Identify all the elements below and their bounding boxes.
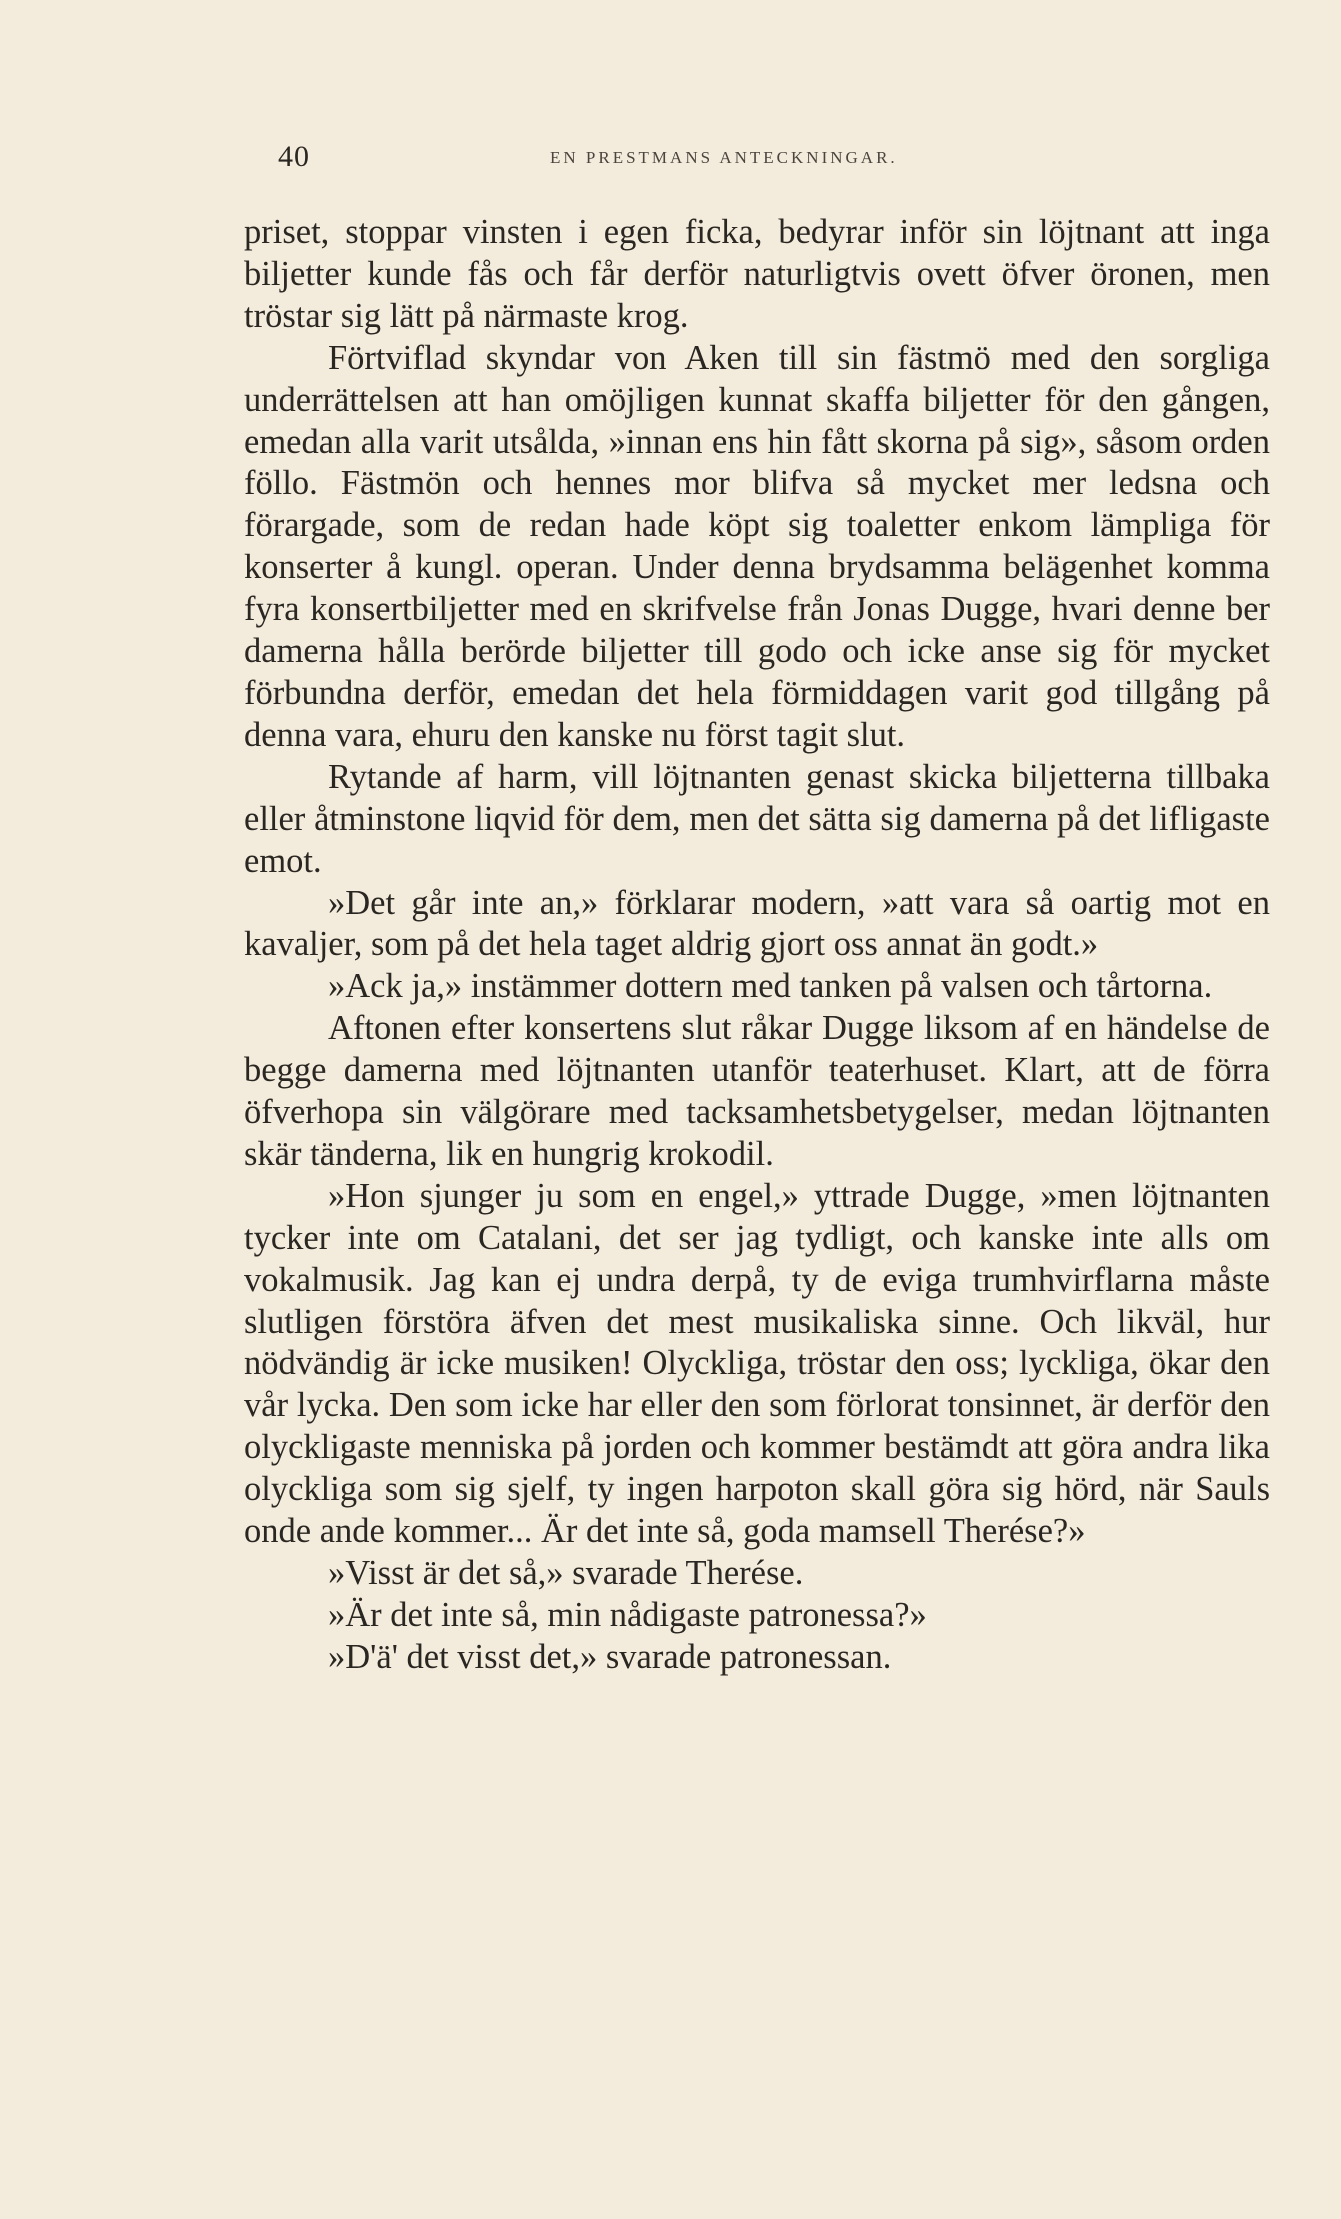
- paragraph: »Ack ja,» instämmer dottern med tanken på valsen och tårtorna.: [328, 967, 1213, 1006]
- paragraph: »Visst är det så,» svarade Therése.: [328, 1554, 804, 1592]
- paragraph: Aftonen efter konsertens slut råkar Dugge liksom af en händelse de begge damerna med löjtnanten utanför teaterhuset. Klart, att de förra öfverhopa sin välgörare med tacksamhetsbetygelser, medan löjtnanten skär tänderna, lik en hungrig krokodil.: [244, 1009, 1270, 1173]
- page-number: 40: [278, 140, 310, 173]
- paragraph: »Det går inte an,» förklarar modern, »att vara så oartig mot en kavaljer, som på det hela taget aldrig gjort oss annat än godt.»: [244, 883, 1270, 964]
- paragraph: Förtviflad skyndar von Aken till sin fästmö med den sorgliga underrättelsen att han omöjligen kunnat skaffa biljetter för den gången, emedan alla varit utsålda, »innan ens hin fått skorna på sig», såsom orden föllo. Fästmön och hennes mor blifva så mycket mer ledsna och förargade, som de redan hade köpt sig toaletter enkom lämpliga för konserter å kungl. operan. Under denna brydsamma belägenhet komma fyra konsertbiljetter med en skrifvelse från Jonas Dugge, hvari denne ber damerna hålla berörde biljetter till godo och icke anse sig för mycket förbundna derför, emedan det hela förmiddagen varit god tillgång på denna vara, ehuru den kanske nu först tagit slut.: [244, 338, 1270, 754]
- paragraph: »Är det inte så, min nådigaste patronessa?»: [328, 1595, 927, 1634]
- body-text: [244, 212, 1270, 1679]
- paragraph: »Hon sjunger ju som en engel,» yttrade Dugge, »men löjtnanten tycker inte om Catalani, det ser jag tydligt, och kanske inte alls om vokalmusik. Jag kan ej undra derpå, ty de eviga trumhvirflarna måste slutligen förstöra äfven det mest musikaliska sinne. Och likväl, hur nödvändig är icke musiken! Olyckliga, tröstar den oss; lyckliga, ökar den vår lycka. Den som icke har eller den som förlorat tonsinnet, är derför den olyckligaste menniska på jorden och kommer bestämdt att göra andra lika olyckliga som sig sjelf, ty ingen harpoton skall göra sig hörd, när Sauls onde ande kommer... Är det inte så, goda mamsell Therése?»: [244, 1176, 1270, 1551]
- page-header: [278, 140, 1238, 176]
- paragraph: Rytande af harm, vill löjtnanten genast skicka biljetterna tillbaka eller åtminstone liqvid för dem, men det sätta sig damerna på det lifligaste emot.: [244, 757, 1270, 880]
- paragraph: priset, stoppar vinsten i egen ficka, bedyrar inför sin löjtnant att inga biljetter kunde fås och får derför naturligtvis ovett öfver öronen, men tröstar sig lätt på närmaste krog.: [244, 213, 1270, 335]
- running-title: EN PRESTMANS ANTECKNINGAR.: [550, 148, 898, 167]
- paragraph: »D'ä' det visst det,» svarade patronessan.: [328, 1637, 892, 1676]
